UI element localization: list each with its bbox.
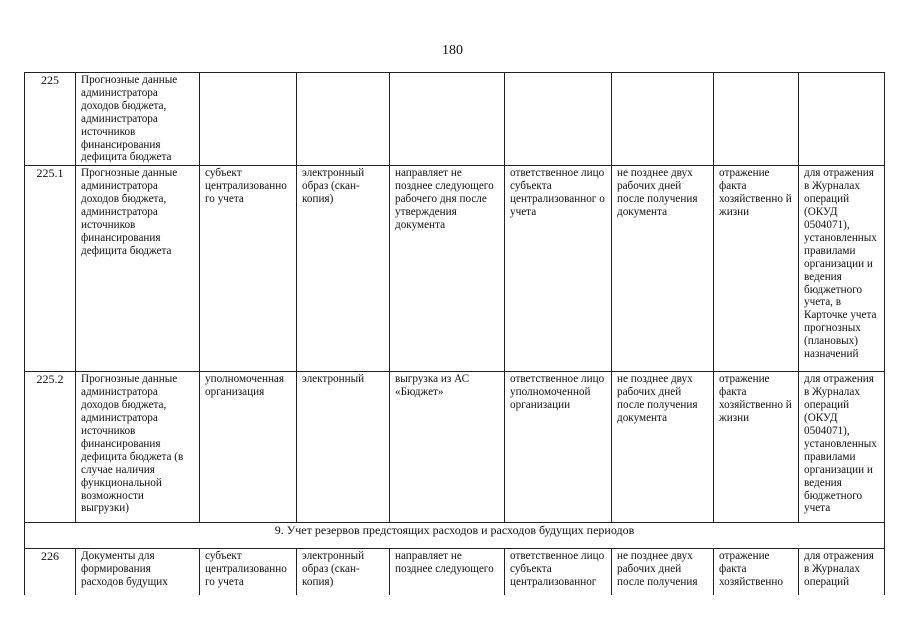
- purpose-cell: отражение факта хозяйственно й жизни: [714, 166, 799, 372]
- usage-cell: для отражения в Журналах операций (ОКУД 0504071), установленных правилами организации и ведения бюджетного учета: [799, 372, 885, 523]
- receiver-cell: [505, 73, 612, 166]
- purpose-cell: [714, 73, 799, 166]
- receiver-cell: ответственное лицо субъекта централизованног: [505, 549, 612, 609]
- row-number: 225.1: [25, 166, 76, 372]
- table-row: [25, 166, 885, 372]
- page-bottom-margin: [0, 595, 905, 640]
- section-title: 9. Учет резервов предстоящих расходов и расходов будущих периодов: [25, 523, 885, 549]
- row-number: 226: [25, 549, 76, 609]
- document-name-cell: Прогнозные данные администратора доходов бюджета, администратора источников финансирования дефицита бюджета: [76, 73, 200, 166]
- deadline-cell: выгрузка из АС «Бюджет»: [390, 372, 505, 523]
- originator-cell: субъект централизованно го учета: [200, 549, 297, 609]
- processing-deadline-cell: не позднее двух рабочих дней после получения: [612, 549, 714, 609]
- row-number: 225: [25, 73, 76, 166]
- page-number: 180: [442, 43, 463, 58]
- form-cell: электронный образ (скан-копия): [297, 166, 390, 372]
- document-name-cell: Документы для формирования расходов будущих: [76, 549, 200, 609]
- deadline-cell: направляет не позднее следующего: [390, 549, 505, 609]
- originator-cell: [200, 73, 297, 166]
- purpose-cell: отражение факта хозяйственно й жизни: [714, 372, 799, 523]
- originator-cell: субъект централизованно го учета: [200, 166, 297, 372]
- deadline-cell: направляет не позднее следующего рабочего дня после утверждения документа: [390, 166, 505, 372]
- receiver-cell: ответственное лицо субъекта централизованног о учета: [505, 166, 612, 372]
- form-cell: [297, 73, 390, 166]
- form-cell: электронный: [297, 372, 390, 523]
- receiver-cell: ответственное лицо уполномоченной организации: [505, 372, 612, 523]
- document-name-cell: Прогнозные данные администратора доходов бюджета, администратора источников финансирования дефицита бюджета (в случае наличия функциональной возможности выгрузки): [76, 372, 200, 523]
- document-name-cell: Прогнозные данные администратора доходов бюджета, администратора источников финансирования дефицита бюджета: [76, 166, 200, 372]
- table-row: [25, 372, 885, 523]
- table-row: [25, 73, 885, 166]
- originator-cell: уполномоченная организация: [200, 372, 297, 523]
- processing-deadline-cell: не позднее двух рабочих дней после получения документа: [612, 372, 714, 523]
- purpose-cell: отражение факта хозяйственно: [714, 549, 799, 609]
- usage-cell: для отражения в Журналах операций: [799, 549, 885, 609]
- row-number: 225.2: [25, 372, 76, 523]
- section-heading-row: [25, 523, 885, 549]
- processing-deadline-cell: не позднее двух рабочих дней после получения документа: [612, 166, 714, 372]
- form-cell: электронный образ (скан-копия): [297, 549, 390, 609]
- usage-cell: для отражения в Журналах операций (ОКУД 0504071), установленных правилами организации и ведения бюджетного учета, в Карточке учета прогнозных (плановых) назначений: [799, 166, 885, 372]
- processing-deadline-cell: [612, 73, 714, 166]
- usage-cell: [799, 73, 885, 166]
- register-table: [24, 72, 885, 609]
- deadline-cell: [390, 73, 505, 166]
